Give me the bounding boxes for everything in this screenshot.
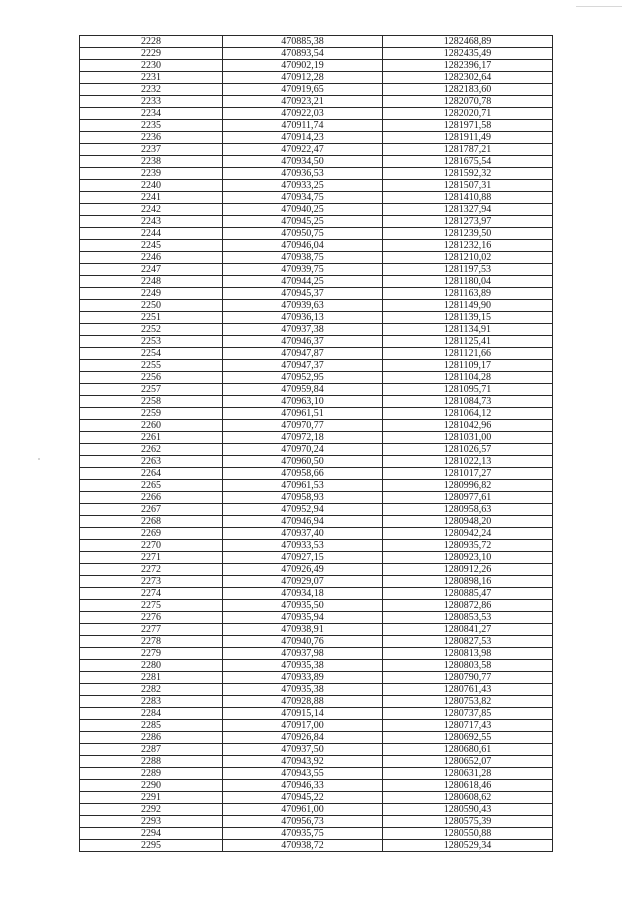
y-coordinate-cell: 1280898,16 xyxy=(383,576,553,588)
x-coordinate-cell: 470914,23 xyxy=(223,132,383,144)
x-coordinate-cell: 470952,95 xyxy=(223,372,383,384)
point-number-cell: 2231 xyxy=(80,72,223,84)
point-number-cell: 2272 xyxy=(80,564,223,576)
x-coordinate-cell: 470934,75 xyxy=(223,192,383,204)
x-coordinate-cell: 470934,50 xyxy=(223,156,383,168)
table-row xyxy=(80,708,553,720)
table-row xyxy=(80,156,553,168)
point-number-cell: 2282 xyxy=(80,684,223,696)
point-number-cell: 2295 xyxy=(80,840,223,852)
table-row xyxy=(80,468,553,480)
point-number-cell: 2285 xyxy=(80,720,223,732)
x-coordinate-cell: 470944,25 xyxy=(223,276,383,288)
table-row xyxy=(80,816,553,828)
x-coordinate-cell: 470933,89 xyxy=(223,672,383,684)
table-row xyxy=(80,288,553,300)
table-row xyxy=(80,84,553,96)
table-row xyxy=(80,516,553,528)
point-number-cell: 2233 xyxy=(80,96,223,108)
y-coordinate-cell: 1281327,94 xyxy=(383,204,553,216)
point-number-cell: 2273 xyxy=(80,576,223,588)
coordinates-table-body xyxy=(80,36,553,852)
y-coordinate-cell: 1281239,50 xyxy=(383,228,553,240)
table-row xyxy=(80,768,553,780)
x-coordinate-cell: 470937,50 xyxy=(223,744,383,756)
y-coordinate-cell: 1281064,12 xyxy=(383,408,553,420)
table-row xyxy=(80,204,553,216)
point-number-cell: 2228 xyxy=(80,36,223,48)
point-number-cell: 2241 xyxy=(80,192,223,204)
x-coordinate-cell: 470935,75 xyxy=(223,828,383,840)
point-number-cell: 2239 xyxy=(80,168,223,180)
x-coordinate-cell: 470893,54 xyxy=(223,48,383,60)
y-coordinate-cell: 1280692,55 xyxy=(383,732,553,744)
point-number-cell: 2271 xyxy=(80,552,223,564)
y-coordinate-cell: 1282183,60 xyxy=(383,84,553,96)
table-row xyxy=(80,372,553,384)
x-coordinate-cell: 470936,13 xyxy=(223,312,383,324)
table-row xyxy=(80,840,553,852)
point-number-cell: 2276 xyxy=(80,612,223,624)
x-coordinate-cell: 470961,00 xyxy=(223,804,383,816)
y-coordinate-cell: 1282468,89 xyxy=(383,36,553,48)
point-number-cell: 2265 xyxy=(80,480,223,492)
point-number-cell: 2235 xyxy=(80,120,223,132)
y-coordinate-cell: 1280590,43 xyxy=(383,804,553,816)
y-coordinate-cell: 1280841,27 xyxy=(383,624,553,636)
x-coordinate-cell: 470946,94 xyxy=(223,516,383,528)
table-row xyxy=(80,528,553,540)
x-coordinate-cell: 470956,73 xyxy=(223,816,383,828)
point-number-cell: 2259 xyxy=(80,408,223,420)
table-row xyxy=(80,540,553,552)
y-coordinate-cell: 1280803,58 xyxy=(383,660,553,672)
x-coordinate-cell: 470960,50 xyxy=(223,456,383,468)
point-number-cell: 2291 xyxy=(80,792,223,804)
x-coordinate-cell: 470946,04 xyxy=(223,240,383,252)
table-row xyxy=(80,720,553,732)
y-coordinate-cell: 1281911,49 xyxy=(383,132,553,144)
x-coordinate-cell: 470935,38 xyxy=(223,684,383,696)
x-coordinate-cell: 470959,84 xyxy=(223,384,383,396)
x-coordinate-cell: 470952,94 xyxy=(223,504,383,516)
x-coordinate-cell: 470945,37 xyxy=(223,288,383,300)
point-number-cell: 2278 xyxy=(80,636,223,648)
x-coordinate-cell: 470937,38 xyxy=(223,324,383,336)
y-coordinate-cell: 1282302,64 xyxy=(383,72,553,84)
table-row xyxy=(80,636,553,648)
y-coordinate-cell: 1281031,00 xyxy=(383,432,553,444)
y-coordinate-cell: 1280790,77 xyxy=(383,672,553,684)
y-coordinate-cell: 1281134,91 xyxy=(383,324,553,336)
y-coordinate-cell: 1281592,32 xyxy=(383,168,553,180)
table-row xyxy=(80,132,553,144)
point-number-cell: 2289 xyxy=(80,768,223,780)
x-coordinate-cell: 470928,88 xyxy=(223,696,383,708)
x-coordinate-cell: 470885,38 xyxy=(223,36,383,48)
x-coordinate-cell: 470940,25 xyxy=(223,204,383,216)
y-coordinate-cell: 1281675,54 xyxy=(383,156,553,168)
table-row xyxy=(80,108,553,120)
point-number-cell: 2257 xyxy=(80,384,223,396)
x-coordinate-cell: 470933,25 xyxy=(223,180,383,192)
x-coordinate-cell: 470929,07 xyxy=(223,576,383,588)
y-coordinate-cell: 1280618,46 xyxy=(383,780,553,792)
y-coordinate-cell: 1281180,04 xyxy=(383,276,553,288)
y-coordinate-cell: 1282435,49 xyxy=(383,48,553,60)
y-coordinate-cell: 1282070,78 xyxy=(383,96,553,108)
y-coordinate-cell: 1281026,57 xyxy=(383,444,553,456)
table-row xyxy=(80,192,553,204)
point-number-cell: 2236 xyxy=(80,132,223,144)
x-coordinate-cell: 470945,22 xyxy=(223,792,383,804)
y-coordinate-cell: 1281125,41 xyxy=(383,336,553,348)
y-coordinate-cell: 1280912,26 xyxy=(383,564,553,576)
point-number-cell: 2261 xyxy=(80,432,223,444)
table-row xyxy=(80,504,553,516)
y-coordinate-cell: 1281273,97 xyxy=(383,216,553,228)
point-number-cell: 2277 xyxy=(80,624,223,636)
table-row xyxy=(80,696,553,708)
point-number-cell: 2237 xyxy=(80,144,223,156)
table-row xyxy=(80,252,553,264)
point-number-cell: 2244 xyxy=(80,228,223,240)
y-coordinate-cell: 1281787,21 xyxy=(383,144,553,156)
point-number-cell: 2248 xyxy=(80,276,223,288)
table-row xyxy=(80,408,553,420)
y-coordinate-cell: 1280717,43 xyxy=(383,720,553,732)
table-row xyxy=(80,264,553,276)
y-coordinate-cell: 1281121,66 xyxy=(383,348,553,360)
point-number-cell: 2234 xyxy=(80,108,223,120)
point-number-cell: 2229 xyxy=(80,48,223,60)
x-coordinate-cell: 470947,87 xyxy=(223,348,383,360)
point-number-cell: 2293 xyxy=(80,816,223,828)
x-coordinate-cell: 470940,76 xyxy=(223,636,383,648)
x-coordinate-cell: 470943,55 xyxy=(223,768,383,780)
table-row xyxy=(80,756,553,768)
point-number-cell: 2281 xyxy=(80,672,223,684)
point-number-cell: 2255 xyxy=(80,360,223,372)
point-number-cell: 2232 xyxy=(80,84,223,96)
x-coordinate-cell: 470938,72 xyxy=(223,840,383,852)
x-coordinate-cell: 470946,37 xyxy=(223,336,383,348)
y-coordinate-cell: 1281084,73 xyxy=(383,396,553,408)
table-row xyxy=(80,360,553,372)
point-number-cell: 2230 xyxy=(80,60,223,72)
y-coordinate-cell: 1280652,07 xyxy=(383,756,553,768)
x-coordinate-cell: 470961,51 xyxy=(223,408,383,420)
table-row xyxy=(80,96,553,108)
y-coordinate-cell: 1281197,53 xyxy=(383,264,553,276)
table-row xyxy=(80,672,553,684)
y-coordinate-cell: 1281149,90 xyxy=(383,300,553,312)
point-number-cell: 2250 xyxy=(80,300,223,312)
y-coordinate-cell: 1281210,02 xyxy=(383,252,553,264)
y-coordinate-cell: 1280753,82 xyxy=(383,696,553,708)
table-row xyxy=(80,780,553,792)
x-coordinate-cell: 470912,28 xyxy=(223,72,383,84)
x-coordinate-cell: 470946,33 xyxy=(223,780,383,792)
y-coordinate-cell: 1280761,43 xyxy=(383,684,553,696)
table-row xyxy=(80,312,553,324)
x-coordinate-cell: 470938,75 xyxy=(223,252,383,264)
table-row xyxy=(80,444,553,456)
y-coordinate-cell: 1280942,24 xyxy=(383,528,553,540)
scan-edge-mark xyxy=(576,6,622,7)
x-coordinate-cell: 470950,75 xyxy=(223,228,383,240)
table-row xyxy=(80,144,553,156)
table-row xyxy=(80,660,553,672)
point-number-cell: 2264 xyxy=(80,468,223,480)
table-row xyxy=(80,576,553,588)
table-row xyxy=(80,456,553,468)
point-number-cell: 2268 xyxy=(80,516,223,528)
table-row xyxy=(80,216,553,228)
table-row xyxy=(80,336,553,348)
table-row xyxy=(80,180,553,192)
point-number-cell: 2274 xyxy=(80,588,223,600)
point-number-cell: 2240 xyxy=(80,180,223,192)
y-coordinate-cell: 1280575,39 xyxy=(383,816,553,828)
table-row xyxy=(80,324,553,336)
point-number-cell: 2238 xyxy=(80,156,223,168)
point-number-cell: 2269 xyxy=(80,528,223,540)
x-coordinate-cell: 470926,49 xyxy=(223,564,383,576)
x-coordinate-cell: 470919,65 xyxy=(223,84,383,96)
x-coordinate-cell: 470938,91 xyxy=(223,624,383,636)
point-number-cell: 2245 xyxy=(80,240,223,252)
x-coordinate-cell: 470922,47 xyxy=(223,144,383,156)
y-coordinate-cell: 1281410,88 xyxy=(383,192,553,204)
point-number-cell: 2256 xyxy=(80,372,223,384)
point-number-cell: 2247 xyxy=(80,264,223,276)
x-coordinate-cell: 470923,21 xyxy=(223,96,383,108)
x-coordinate-cell: 470935,38 xyxy=(223,660,383,672)
x-coordinate-cell: 470947,37 xyxy=(223,360,383,372)
point-number-cell: 2258 xyxy=(80,396,223,408)
y-coordinate-cell: 1280827,53 xyxy=(383,636,553,648)
table-row xyxy=(80,648,553,660)
y-coordinate-cell: 1281104,28 xyxy=(383,372,553,384)
table-row xyxy=(80,684,553,696)
point-number-cell: 2279 xyxy=(80,648,223,660)
point-number-cell: 2251 xyxy=(80,312,223,324)
table-row xyxy=(80,60,553,72)
table-row xyxy=(80,36,553,48)
y-coordinate-cell: 1280948,20 xyxy=(383,516,553,528)
y-coordinate-cell: 1280977,61 xyxy=(383,492,553,504)
y-coordinate-cell: 1280680,61 xyxy=(383,744,553,756)
x-coordinate-cell: 470958,93 xyxy=(223,492,383,504)
table-row xyxy=(80,732,553,744)
table-row xyxy=(80,168,553,180)
table-row xyxy=(80,588,553,600)
table-row xyxy=(80,48,553,60)
point-number-cell: 2270 xyxy=(80,540,223,552)
table-row xyxy=(80,828,553,840)
y-coordinate-cell: 1280813,98 xyxy=(383,648,553,660)
table-row xyxy=(80,420,553,432)
x-coordinate-cell: 470935,50 xyxy=(223,600,383,612)
x-coordinate-cell: 470958,66 xyxy=(223,468,383,480)
table-row xyxy=(80,600,553,612)
y-coordinate-cell: 1280737,85 xyxy=(383,708,553,720)
x-coordinate-cell: 470937,98 xyxy=(223,648,383,660)
x-coordinate-cell: 470911,74 xyxy=(223,120,383,132)
scan-speck xyxy=(38,458,40,460)
y-coordinate-cell: 1280631,28 xyxy=(383,768,553,780)
y-coordinate-cell: 1282020,71 xyxy=(383,108,553,120)
y-coordinate-cell: 1281042,96 xyxy=(383,420,553,432)
point-number-cell: 2266 xyxy=(80,492,223,504)
table-row xyxy=(80,612,553,624)
y-coordinate-cell: 1281109,17 xyxy=(383,360,553,372)
point-number-cell: 2280 xyxy=(80,660,223,672)
point-number-cell: 2254 xyxy=(80,348,223,360)
x-coordinate-cell: 470933,53 xyxy=(223,540,383,552)
table-row xyxy=(80,348,553,360)
x-coordinate-cell: 470926,84 xyxy=(223,732,383,744)
point-number-cell: 2284 xyxy=(80,708,223,720)
point-number-cell: 2286 xyxy=(80,732,223,744)
point-number-cell: 2283 xyxy=(80,696,223,708)
x-coordinate-cell: 470937,40 xyxy=(223,528,383,540)
y-coordinate-cell: 1281095,71 xyxy=(383,384,553,396)
table-row xyxy=(80,552,553,564)
table-row xyxy=(80,564,553,576)
x-coordinate-cell: 470972,18 xyxy=(223,432,383,444)
point-number-cell: 2253 xyxy=(80,336,223,348)
table-row xyxy=(80,240,553,252)
point-number-cell: 2252 xyxy=(80,324,223,336)
y-coordinate-cell: 1280608,62 xyxy=(383,792,553,804)
x-coordinate-cell: 470939,63 xyxy=(223,300,383,312)
table-row xyxy=(80,792,553,804)
point-number-cell: 2275 xyxy=(80,600,223,612)
x-coordinate-cell: 470922,03 xyxy=(223,108,383,120)
table-row xyxy=(80,492,553,504)
table-row xyxy=(80,804,553,816)
coordinates-table xyxy=(79,35,553,852)
point-number-cell: 2242 xyxy=(80,204,223,216)
y-coordinate-cell: 1280529,34 xyxy=(383,840,553,852)
table-row xyxy=(80,744,553,756)
table-row xyxy=(80,276,553,288)
y-coordinate-cell: 1282396,17 xyxy=(383,60,553,72)
table-row xyxy=(80,120,553,132)
x-coordinate-cell: 470936,53 xyxy=(223,168,383,180)
point-number-cell: 2287 xyxy=(80,744,223,756)
x-coordinate-cell: 470934,18 xyxy=(223,588,383,600)
point-number-cell: 2267 xyxy=(80,504,223,516)
table-row xyxy=(80,300,553,312)
y-coordinate-cell: 1280935,72 xyxy=(383,540,553,552)
point-number-cell: 2249 xyxy=(80,288,223,300)
y-coordinate-cell: 1281163,89 xyxy=(383,288,553,300)
point-number-cell: 2292 xyxy=(80,804,223,816)
x-coordinate-cell: 470917,00 xyxy=(223,720,383,732)
point-number-cell: 2262 xyxy=(80,444,223,456)
y-coordinate-cell: 1280872,86 xyxy=(383,600,553,612)
y-coordinate-cell: 1281017,27 xyxy=(383,468,553,480)
point-number-cell: 2288 xyxy=(80,756,223,768)
table-row xyxy=(80,480,553,492)
x-coordinate-cell: 470943,92 xyxy=(223,756,383,768)
x-coordinate-cell: 470915,14 xyxy=(223,708,383,720)
table-row xyxy=(80,624,553,636)
point-number-cell: 2243 xyxy=(80,216,223,228)
y-coordinate-cell: 1281139,15 xyxy=(383,312,553,324)
x-coordinate-cell: 470902,19 xyxy=(223,60,383,72)
y-coordinate-cell: 1280853,53 xyxy=(383,612,553,624)
x-coordinate-cell: 470961,53 xyxy=(223,480,383,492)
x-coordinate-cell: 470970,24 xyxy=(223,444,383,456)
y-coordinate-cell: 1280996,82 xyxy=(383,480,553,492)
y-coordinate-cell: 1281971,58 xyxy=(383,120,553,132)
point-number-cell: 2260 xyxy=(80,420,223,432)
table-row xyxy=(80,432,553,444)
table-row xyxy=(80,384,553,396)
x-coordinate-cell: 470939,75 xyxy=(223,264,383,276)
x-coordinate-cell: 470935,94 xyxy=(223,612,383,624)
x-coordinate-cell: 470970,77 xyxy=(223,420,383,432)
point-number-cell: 2263 xyxy=(80,456,223,468)
x-coordinate-cell: 470927,15 xyxy=(223,552,383,564)
y-coordinate-cell: 1280923,10 xyxy=(383,552,553,564)
x-coordinate-cell: 470945,25 xyxy=(223,216,383,228)
y-coordinate-cell: 1281507,31 xyxy=(383,180,553,192)
x-coordinate-cell: 470963,10 xyxy=(223,396,383,408)
point-number-cell: 2246 xyxy=(80,252,223,264)
table-row xyxy=(80,228,553,240)
table-row xyxy=(80,72,553,84)
y-coordinate-cell: 1281022,13 xyxy=(383,456,553,468)
y-coordinate-cell: 1280550,88 xyxy=(383,828,553,840)
point-number-cell: 2294 xyxy=(80,828,223,840)
table-row xyxy=(80,396,553,408)
point-number-cell: 2290 xyxy=(80,780,223,792)
y-coordinate-cell: 1280885,47 xyxy=(383,588,553,600)
y-coordinate-cell: 1280958,63 xyxy=(383,504,553,516)
y-coordinate-cell: 1281232,16 xyxy=(383,240,553,252)
